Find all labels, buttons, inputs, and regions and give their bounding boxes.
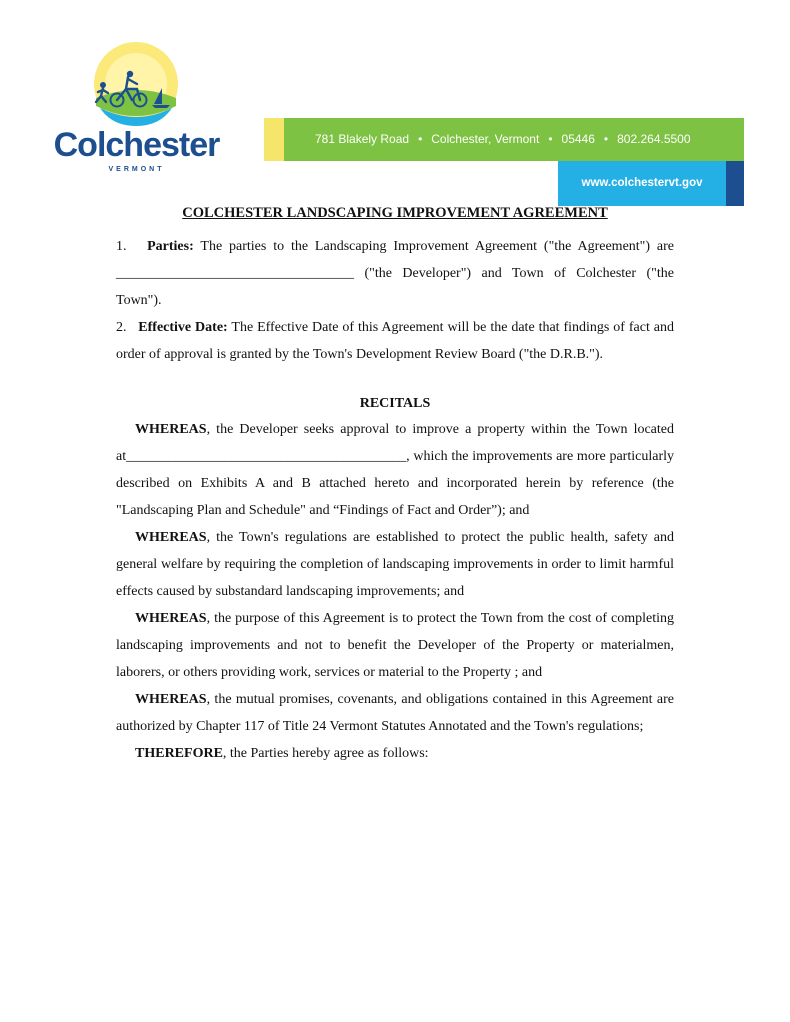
address-bar	[284, 118, 744, 161]
address-street: 781 Blakely Road	[315, 132, 410, 146]
section-effective-date	[116, 314, 674, 368]
recital-paragraph	[116, 686, 674, 740]
recital-lead: WHEREAS	[135, 611, 207, 626]
section-text: The Effective Date of this Agreement will be the date that findings of fact and order of approval is granted by the Town's Development Review Board ("the D.R.B.").	[116, 320, 675, 362]
recital-paragraph	[116, 524, 674, 605]
address-phone: 802.264.5500	[617, 132, 691, 146]
section-parties	[116, 233, 674, 314]
recital-paragraph	[116, 416, 674, 524]
sun-cyclist-icon	[90, 42, 182, 128]
address-separator: •	[603, 132, 609, 146]
section-label: Effective Date:	[138, 320, 228, 335]
recital-text: , the Town's regulations are established to protect the public health, safety and general welfare by requiring the completion of landscaping improvements in order to limit harmful effects caused by substandard landscaping improvements; and	[116, 530, 674, 599]
recital-lead: WHEREAS	[135, 530, 207, 545]
section-text: The parties to the Landscaping Improvement Agreement ("the Agreement") are __________________________________ ("the Developer") and Town of Colchester ("the Town").	[116, 239, 675, 308]
recital-text: , the Parties hereby agree as follows:	[222, 746, 429, 761]
recital-text: , the purpose of this Agreement is to protect the Town from the cost of completing landscaping improvements and not to benefit the Developer of the Property or materialmen, laborers, or others providing work, services or material to the Property ; and	[116, 611, 674, 680]
colchester-logo	[44, 38, 229, 178]
address-city: Colchester, Vermont	[431, 132, 540, 146]
recitals-heading: RECITALS	[359, 396, 431, 411]
recital-paragraph	[116, 605, 674, 686]
logo-wordmark: Colchester	[53, 126, 220, 164]
recital-lead: WHEREAS	[135, 692, 207, 707]
section-number: 1.	[116, 239, 127, 254]
recital-lead: WHEREAS	[135, 422, 207, 437]
decorative-navy-block	[726, 161, 744, 206]
decorative-yellow-tab	[264, 118, 286, 161]
address-separator: •	[548, 132, 553, 146]
section-label: Parties:	[147, 239, 194, 254]
recital-paragraph	[116, 740, 674, 767]
address-separator: •	[418, 132, 423, 146]
recital-lead: THEREFORE	[135, 746, 223, 761]
section-number: 2.	[116, 320, 127, 335]
recital-text: , the mutual promises, covenants, and obligations contained in this Agreement are authorized by Chapter 117 of Title 24 Vermont Statutes Annotated and the Town's regulations;	[116, 692, 674, 734]
logo-state: VERMONT	[108, 166, 165, 173]
document-title: COLCHESTER LANDSCAPING IMPROVEMENT AGREEMENT	[182, 205, 608, 221]
address-zip: 05446	[561, 132, 595, 146]
recital-text: , the Developer seeks approval to improve a property within the Town located at________________________________________, which the improvements are more particularly described on Exhibits A and B attached hereto and incorporated herein by reference (the "Landscaping Plan and Schedule" and “Findings of Fact and Order”); and	[116, 422, 674, 518]
website-link[interactable]: www.colchestervt.gov	[558, 161, 726, 206]
agreement-document	[116, 201, 674, 767]
